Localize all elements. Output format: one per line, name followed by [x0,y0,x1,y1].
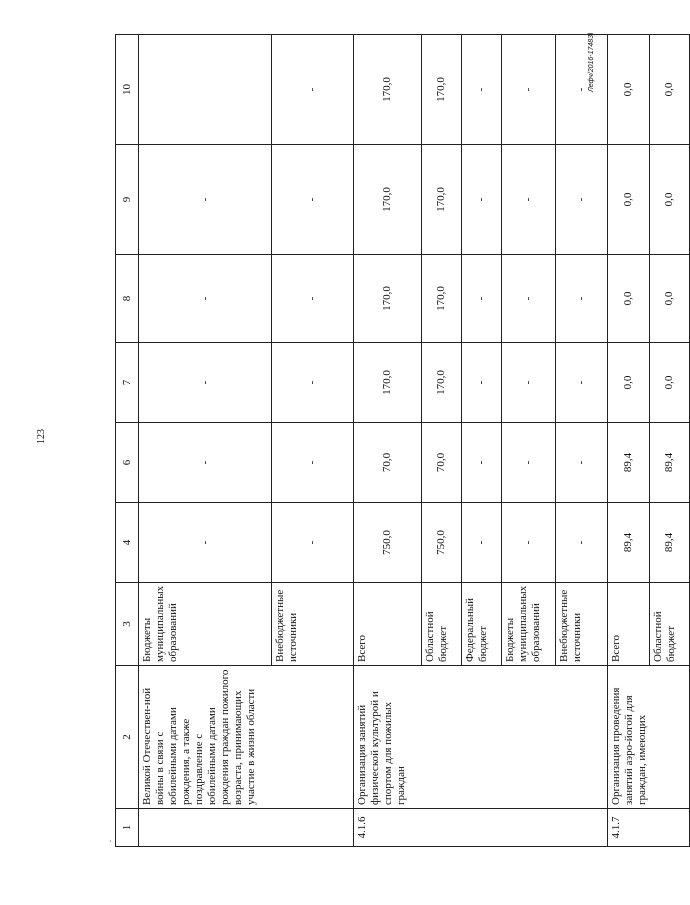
value-cell: - [462,503,502,583]
funding-source: Бюджеты муниципальных образований [502,583,556,666]
value-cell: - [556,255,608,343]
value-cell: - [139,503,272,583]
value-cell: - [462,145,502,255]
value-cell: - [502,255,556,343]
value-cell: - [502,423,556,503]
value-cell: - [139,343,272,423]
value-cell: 0,0 [650,343,690,423]
table-row [139,35,272,847]
value-cell: - [139,255,272,343]
value-cell: - [556,423,608,503]
value-cell: 170,0 [354,35,422,145]
value-cell: - [502,35,556,145]
value-cell: - [272,255,354,343]
value-cell: - [462,255,502,343]
col-header: 8 [116,255,139,343]
value-cell: 0,0 [608,255,650,343]
col-header: 2 [116,666,139,809]
row-code: 4.1.7 [608,809,690,847]
funding-source: Областной бюджет [422,583,462,666]
col-header: 7 [116,343,139,423]
col-header: 9 [116,145,139,255]
value-cell: 0,0 [650,145,690,255]
value-cell: 0,0 [608,145,650,255]
event-name: Великой Отечествен-ной войны в связи с юбилейными датами рождения, а также поздравление с юбилейными датами рождения граждан пожилого возраста, принимающих участие в жизни области [139,666,354,809]
margin-dot: · [109,837,112,846]
value-cell: 750,0 [422,503,462,583]
value-cell: - [272,145,354,255]
row-code [139,809,354,847]
header-row [116,35,139,847]
value-cell: - [556,35,608,145]
value-cell: 0,0 [608,35,650,145]
value-cell: - [272,343,354,423]
value-cell: 170,0 [354,343,422,423]
value-cell: - [462,35,502,145]
value-cell: 0,0 [650,255,690,343]
value-cell: 170,0 [422,343,462,423]
col-header: 10 [116,35,139,145]
value-cell [139,35,272,145]
value-cell: - [272,35,354,145]
value-cell: - [556,503,608,583]
value-cell: 750,0 [354,503,422,583]
funding-source: Всего [608,583,650,666]
funding-source: Бюджеты муниципальных образований [139,583,272,666]
value-cell: 170,0 [354,255,422,343]
value-cell: - [556,343,608,423]
value-cell: - [139,145,272,255]
budget-table [115,34,690,847]
page-number: 123 [36,429,47,444]
value-cell: 70,0 [422,423,462,503]
value-cell: 89,4 [608,423,650,503]
funding-source: Областной бюджет [650,583,690,666]
value-cell: - [502,145,556,255]
value-cell: - [502,503,556,583]
col-header: 1 [116,809,139,847]
value-cell: - [462,423,502,503]
col-header: 4 [116,503,139,583]
value-cell: 89,4 [650,423,690,503]
value-cell: - [556,145,608,255]
document-id-mark: Лефч/2016-17483) [588,32,595,92]
col-header: 3 [116,583,139,666]
value-cell: - [502,343,556,423]
event-name: Организация проведения занятий аэро-йогой для граждан, имеющих [608,666,690,809]
table-row [354,35,422,847]
value-cell: 170,0 [422,35,462,145]
value-cell: 0,0 [608,343,650,423]
value-cell: 170,0 [422,145,462,255]
value-cell: 170,0 [354,145,422,255]
value-cell: 89,4 [650,503,690,583]
value-cell: 0,0 [650,35,690,145]
value-cell: - [272,503,354,583]
table-row [608,35,650,847]
value-cell: - [139,423,272,503]
value-cell: 70,0 [354,423,422,503]
event-name: Организация занятий физической культурой и спортом для пожилых граждан [354,666,608,809]
value-cell: 170,0 [422,255,462,343]
funding-source: Всего [354,583,422,666]
funding-source: Внебюджетные источники [556,583,608,666]
funding-source: Федеральный бюджет [462,583,502,666]
funding-source: Внебюджетные источники [272,583,354,666]
row-code: 4.1.6 [354,809,608,847]
col-header: 6 [116,423,139,503]
value-cell: 89,4 [608,503,650,583]
value-cell: - [462,343,502,423]
value-cell: - [272,423,354,503]
